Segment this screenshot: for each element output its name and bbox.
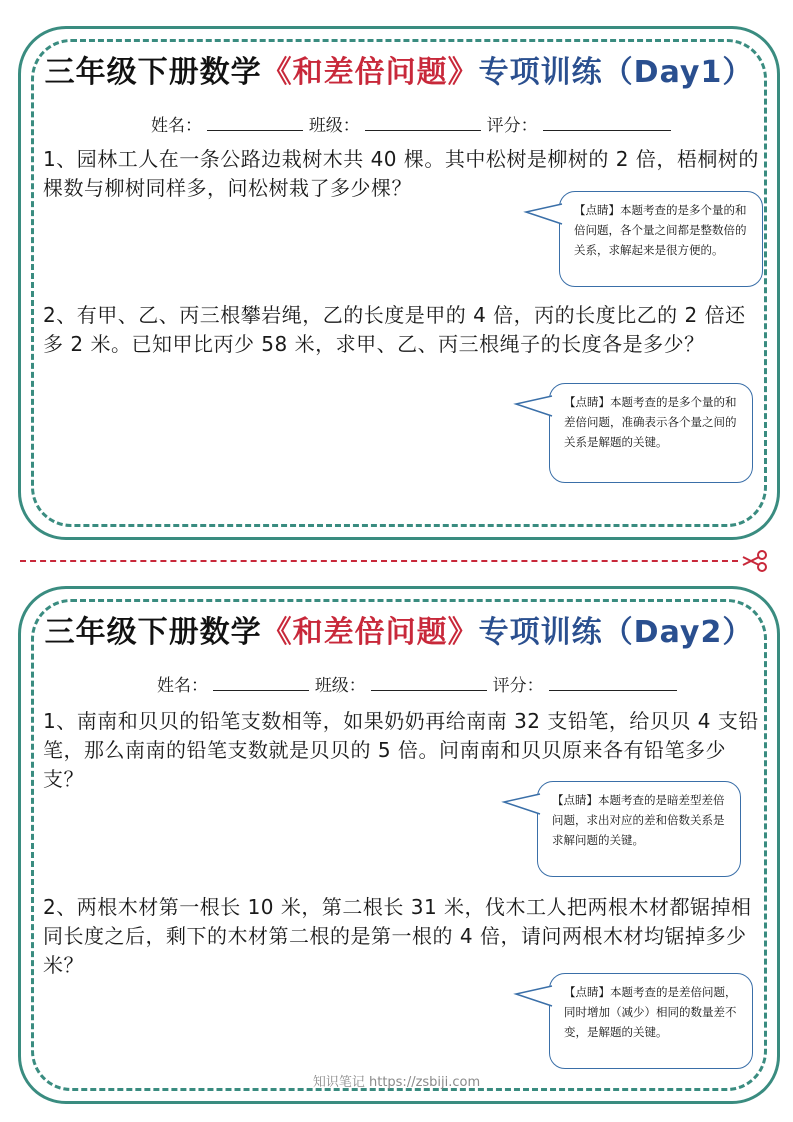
tip-bubble-2 [549, 973, 753, 1069]
student-info-row [151, 111, 671, 136]
tip-text: 【点睛】本题考查的是多个量的和差倍问题，准确表示各个量之间的关系是解题的关键。 [564, 395, 737, 449]
tip-text: 【点睛】本题考查的是多个量的和倍问题，各个量之间都是整数倍的关系，求解起来是很方便的。 [574, 203, 747, 257]
worksheet-card-day1 [18, 26, 780, 540]
score-blank[interactable] [543, 112, 671, 131]
footer-watermark: 知识笔记 https://zsbiji.com [312, 1075, 481, 1090]
title-topic: 《和差倍问题》 [261, 615, 479, 650]
tip-text: 【点睛】本题考查的是差倍问题，同时增加（减少）相同的数量差不变，是解题的关键。 [564, 985, 737, 1039]
bubble-tail [514, 392, 554, 422]
bubble-tail [514, 982, 554, 1012]
student-info-row [157, 671, 677, 696]
worksheet-card-day2 [18, 586, 780, 1104]
cut-line [20, 560, 738, 562]
score-label: 评分： [486, 116, 538, 136]
question-1: 1、南南和贝贝的铅笔支数相等，如果奶奶再给南南 32 支铅笔，给贝贝 4 支铅笔，那么南南的铅笔支数就是贝贝的 5 倍。问南南和贝贝原来各有铅笔多少支？ [43, 709, 759, 791]
question-2: 2、有甲、乙、丙三根攀岩绳，乙的长度是甲的 4 倍，丙的长度比乙的 2 倍还多 2 米。已知甲比丙少 58 米，求甲、乙、丙三根绳子的长度各是多少？ [43, 303, 746, 356]
title-training: 专项训练（Day2） [478, 615, 754, 650]
title-topic: 《和差倍问题》 [261, 55, 479, 90]
bubble-tail [502, 790, 542, 820]
class-label: 班级： [308, 116, 360, 136]
class-blank[interactable] [365, 112, 481, 131]
score-blank[interactable] [549, 672, 677, 691]
name-blank[interactable] [213, 672, 309, 691]
name-label: 姓名： [157, 676, 208, 696]
name-label: 姓名： [151, 116, 202, 136]
score-label: 评分： [492, 676, 544, 696]
scissors-icon [742, 549, 768, 573]
class-label: 班级： [314, 676, 366, 696]
tip-bubble-1 [537, 781, 741, 877]
worksheet-title [21, 47, 777, 91]
name-blank[interactable] [207, 112, 303, 131]
tip-bubble-2 [549, 383, 753, 483]
question-2: 2、两根木材第一根长 10 米，第二根长 31 米，伐木工人把两根木材都锯掉相同长度之后，剩下的木材第二根的是第一根的 4 倍，请问两根木材均锯掉多少米？ [43, 895, 752, 977]
title-training: 专项训练（Day1） [478, 55, 754, 90]
class-blank[interactable] [371, 672, 487, 691]
bubble-tail [524, 200, 564, 230]
question-1: 1、园林工人在一条公路边栽树木共 40 棵。其中松树是柳树的 2 倍，梧桐树的棵数与柳树同样多，问松树栽了多少棵？ [43, 147, 759, 200]
tip-text: 【点睛】本题考查的是暗差型差倍问题，求出对应的差和倍数关系是求解问题的关键。 [552, 793, 725, 847]
worksheet-title [21, 607, 777, 651]
title-grade: 三年级下册数学 [44, 615, 262, 650]
title-grade: 三年级下册数学 [44, 55, 262, 90]
tip-bubble-1 [559, 191, 763, 287]
